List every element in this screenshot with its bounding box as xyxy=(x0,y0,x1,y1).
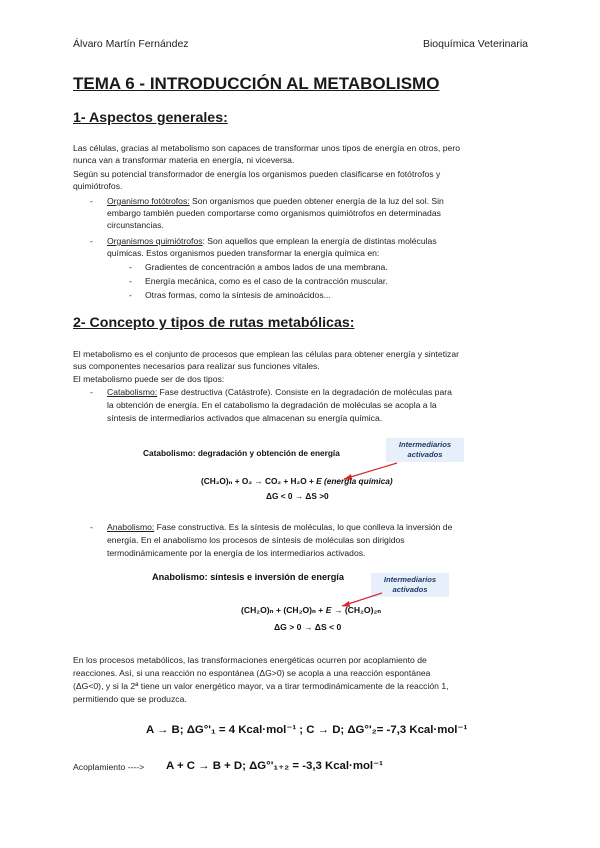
fig1-arrow: → xyxy=(254,476,263,486)
fig2-callout: Intermediarios activados xyxy=(371,573,449,597)
anabolismo-line2: energía. En el anabolismo los procesos de síntesis de moléculas son dirigidos xyxy=(107,535,405,545)
term-anabolismo: Anabolismo: xyxy=(107,522,155,532)
quimiotrofos-line2: químicas. Estos organismos pueden transformar la energía química en: xyxy=(107,248,380,258)
sublist-dash: - xyxy=(129,290,132,300)
list-dash: - xyxy=(90,196,93,206)
s2-paragraph3-line1: En los procesos metabólicos, las transformaciones energéticas ocurren por acoplamiento de xyxy=(73,655,427,665)
fig2-reactant: (CH₂O)ₙ + (CH₂O)ₙ + xyxy=(241,605,326,615)
fig2-thermo: ΔG > 0 → ΔS < 0 xyxy=(274,622,342,632)
header-subject: Bioquímica Veterinaria xyxy=(422,38,528,50)
sublist-item: Gradientes de concentración a ambos lados de una membrana. xyxy=(145,262,388,272)
sublist-item: Otras formas, como la síntesis de aminoácidos... xyxy=(145,290,331,300)
s2-paragraph3-line4: permitiendo que se produzca. xyxy=(73,694,187,704)
fig1-reactant: (CH₂O)ₙ + O₂ xyxy=(201,476,253,486)
sublist-item: Energía mecánica, como es el caso de la contracción muscular. xyxy=(145,276,388,286)
s2-paragraph2: El metabolismo puede ser de dos tipos: xyxy=(73,374,225,384)
term-catabolismo: Catabolismo: xyxy=(107,387,158,397)
fig2-product: (CH₂O)₂ₙ xyxy=(344,605,382,615)
s2-paragraph3-line3: (ΔG<0), y si la 2ª tiene un valor energético mayor, va a tirar termodinámicamente de la reacción 1, xyxy=(73,681,449,691)
list-dash: - xyxy=(90,387,93,397)
s2-paragraph1-line2: sus componentes necesarios para realizar sus funciones vitales. xyxy=(73,361,320,371)
equation-reactions: A → B; ΔG°'₁ = 4 Kcal·mol⁻¹ ; C → D; ΔG°'₂= -7,3 Kcal·mol⁻¹ xyxy=(146,724,468,736)
page-title: TEMA 6 - INTRODUCCIÓN AL METABOLISMO xyxy=(73,74,440,93)
fig1-thermo: ΔG < 0 → ΔS >0 xyxy=(266,491,329,501)
fig2-equation xyxy=(241,605,381,616)
anabolismo-line1: Fase constructiva. Es la síntesis de moléculas, lo que conlleva la inversión de xyxy=(154,522,453,532)
catabolismo-line3: síntesis de intermediarios activados que almacenan su energía química. xyxy=(107,413,383,423)
list-dash: - xyxy=(90,522,93,532)
coupling-label: Acoplamiento ----> xyxy=(73,762,145,772)
fig1-callout: Intermediarios activados xyxy=(386,438,464,462)
sublist-dash: - xyxy=(129,262,132,272)
sublist-dash: - xyxy=(129,276,132,286)
s2-paragraph3-line2: reacciones. Así, si una reacción no espontánea (ΔG>0) se acopla a una reacción espontánea xyxy=(73,668,431,678)
s1-paragraph1-line1: Las células, gracias al metabolismo son capaces de transformar unos tipos de energía en otros, pero xyxy=(73,143,460,153)
catabolismo-line1: Fase destructiva (Catástrofe). Consiste en la degradación de moléculas para xyxy=(157,387,452,397)
fig1-products: CO₂ + H₂O + xyxy=(264,476,317,486)
fig2-title: Anabolismo: síntesis e inversión de energía xyxy=(152,572,344,582)
fototrofos-line2: embargo también pueden comportarse como organismos quimiótrofos en determinadas xyxy=(107,208,441,218)
fototrofos-line1: Son organismos que pueden obtener energía de la luz del sol. Sin xyxy=(189,196,444,206)
term-quimiotrofos: Organismos quimiótrofos xyxy=(107,236,203,246)
section2-heading: 2- Concepto y tipos de rutas metabólicas: xyxy=(73,315,355,331)
section1-heading: 1- Aspectos generales: xyxy=(73,110,228,126)
fig2-arrow: → xyxy=(333,605,343,615)
catabolismo-line2: la obtención de energía. En el catabolismo la degradación de moléculas se acopla a la xyxy=(107,400,437,410)
quimiotrofos-line1: : Son aquellos que emplean la energía de distintas moléculas xyxy=(202,236,437,246)
fig1-energy: E (energía química) xyxy=(316,476,393,486)
s1-paragraph1-line2: nunca van a transformar materia en energía, ni viceversa. xyxy=(73,155,295,165)
fig2-energy: E xyxy=(325,605,332,615)
equation-coupled: A + C → B + D; ΔG°'₁₊₂ = -3,3 Kcal·mol⁻¹ xyxy=(166,760,383,772)
s2-paragraph1-line1: El metabolismo es el conjunto de procesos que emplean las células para obtener energía y sintetizar xyxy=(73,349,460,359)
fig1-title: Catabolismo: degradación y obtención de energía xyxy=(143,448,340,458)
header-author: Álvaro Martín Fernández xyxy=(73,38,189,50)
s1-paragraph2-line1: Según su potencial transformador de energía los organismos pueden clasificarse en fotótrofos y xyxy=(73,169,441,179)
term-fototrofos: Organismo fotótrofos: xyxy=(107,196,190,206)
s1-paragraph2-line2: quimiótrofos. xyxy=(73,181,123,191)
fototrofos-line3: circunstancias. xyxy=(107,220,164,230)
list-dash: - xyxy=(90,236,93,246)
anabolismo-line3: termodinámicamente por la energía de los intermediarios activados. xyxy=(107,548,366,558)
